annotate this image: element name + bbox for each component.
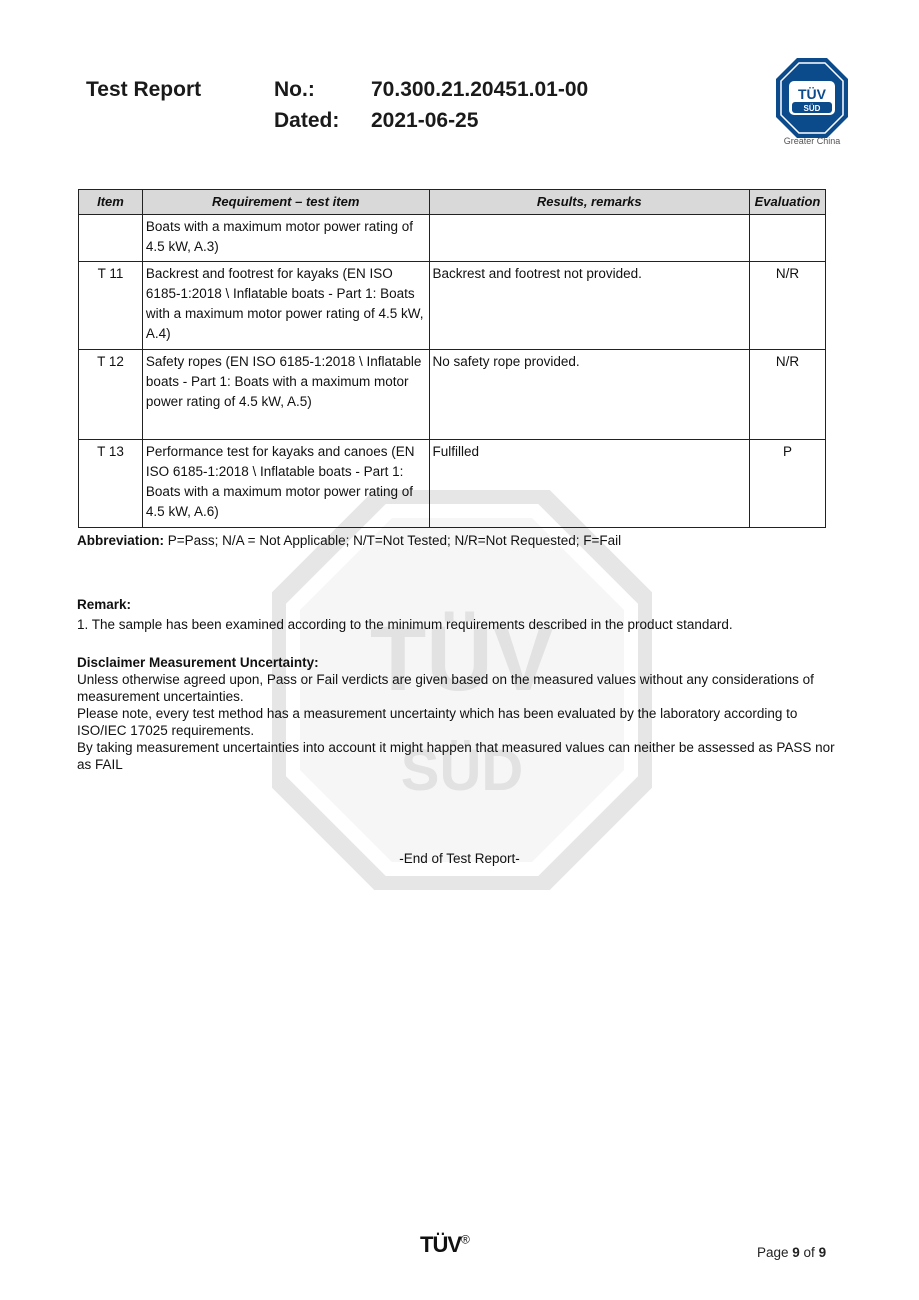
logo-text-bottom: SÜD xyxy=(803,104,821,113)
table-row xyxy=(79,215,826,262)
table-row xyxy=(79,350,826,440)
page-label: Page xyxy=(757,1245,793,1260)
table-row xyxy=(79,440,826,528)
remark-section xyxy=(77,596,837,633)
col-header-results: Results, remarks xyxy=(429,190,749,215)
row-evaluation: P xyxy=(750,440,826,528)
disclaimer-p1: Unless otherwise agreed upon, Pass or Fail verdicts are given based on the measured values without any considerations of measurement uncertainties. xyxy=(77,672,814,704)
report-dated-value: 2021-06-25 xyxy=(371,109,479,132)
registered-mark: ® xyxy=(461,1232,469,1247)
report-no-label: No.: xyxy=(274,78,315,101)
logo-text-top: TÜV xyxy=(798,86,826,102)
row-item: T 11 xyxy=(79,262,143,350)
table-row xyxy=(79,262,826,350)
row-requirement: Backrest and footrest for kayaks (EN ISO 6185-1:2018 \ Inflatable boats - Part 1: Boats with a maximum motor power rating of 4.5 kW, A.4) xyxy=(142,262,429,350)
remark-heading: Remark: xyxy=(77,597,132,612)
row-evaluation: N/R xyxy=(750,262,826,350)
row-item: T 13 xyxy=(79,440,143,528)
footer-logo-text: TÜV xyxy=(420,1232,461,1257)
watermark-top: TÜV xyxy=(370,608,554,710)
page-current: 9 xyxy=(792,1245,800,1260)
row-evaluation: N/R xyxy=(750,350,826,440)
disclaimer-section xyxy=(77,654,837,773)
col-header-requirement: Requirement – test item xyxy=(142,190,429,215)
row-evaluation xyxy=(750,215,826,262)
report-title: Test Report xyxy=(86,78,202,101)
page-of: of xyxy=(799,1245,819,1260)
table-header-row xyxy=(79,190,826,215)
col-header-item: Item xyxy=(79,190,143,215)
row-result: Backrest and footrest not provided. xyxy=(429,262,749,350)
abbreviation-label: Abbreviation: xyxy=(77,533,165,548)
page-number xyxy=(757,1245,826,1260)
row-requirement: Safety ropes (EN ISO 6185-1:2018 \ Inflatable boats - Part 1: Boats with a maximum motor power rating of 4.5 kW, A.5) xyxy=(142,350,429,440)
requirements-table xyxy=(78,189,826,528)
row-item xyxy=(79,215,143,262)
row-result xyxy=(429,215,749,262)
remark-text: 1. The sample has been examined according to the minimum requirements described in the product standard. xyxy=(77,617,733,632)
disclaimer-p2: Please note, every test method has a measurement uncertainty which has been evaluated by the laboratory according to ISO/IEC 17025 requirements. xyxy=(77,706,798,738)
page-total: 9 xyxy=(818,1245,827,1260)
row-requirement: Boats with a maximum motor power rating of 4.5 kW, A.3) xyxy=(142,215,429,262)
row-result: Fulfilled xyxy=(429,440,749,528)
footer-tuv-logo xyxy=(420,1232,469,1258)
disclaimer-p3: By taking measurement uncertainties into account it might happen that measured values can neither be assessed as PASS nor as FAIL xyxy=(77,740,835,772)
tuv-sud-logo xyxy=(775,57,849,139)
report-dated-label: Dated: xyxy=(274,109,340,132)
disclaimer-heading: Disclaimer Measurement Uncertainty: xyxy=(77,655,319,670)
row-requirement: Performance test for kayaks and canoes (EN ISO 6185-1:2018 \ Inflatable boats - Part 1: Boats with a maximum motor power rating of 4.5 kW, A.6) xyxy=(142,440,429,528)
watermark-bottom: SÜD xyxy=(400,738,524,803)
row-result: No safety rope provided. xyxy=(429,350,749,440)
end-of-report: -End of Test Report- xyxy=(399,851,520,866)
col-header-evaluation: Evaluation xyxy=(750,190,826,215)
report-no-value: 70.300.21.20451.01-00 xyxy=(371,78,589,101)
abbreviation-text: P=Pass; N/A = Not Applicable; N/T=Not Tested; N/R=Not Requested; F=Fail xyxy=(164,533,622,548)
abbreviation-line xyxy=(77,533,621,548)
logo-caption: Greater China xyxy=(783,136,841,146)
row-item: T 12 xyxy=(79,350,143,440)
